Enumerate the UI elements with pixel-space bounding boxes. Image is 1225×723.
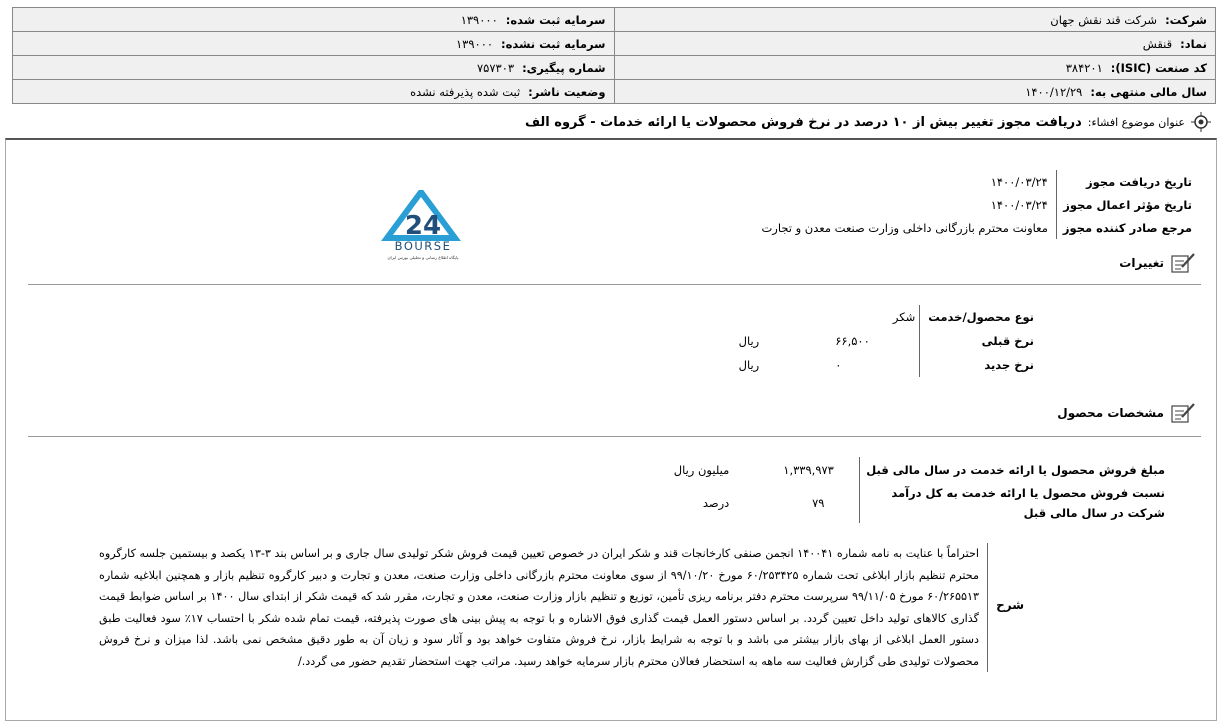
prev-rate-value: ۶۶,۵۰۰	[835, 334, 870, 348]
fiscal-label: سال مالی منتهی به:	[1090, 84, 1207, 99]
unreg-capital-label: سرمایه ثبت نشده:	[501, 36, 606, 51]
company-label: شرکت:	[1165, 12, 1207, 27]
unreg-capital-cell	[13, 32, 614, 55]
sales-label: مبلغ فروش محصول یا ارائه خدمت در سال مالی قبل	[860, 457, 1171, 483]
logo-brand: BOURSE	[394, 239, 452, 253]
changes-table	[735, 305, 1038, 377]
changes-title: تغییرات	[1119, 256, 1164, 270]
table-row	[735, 305, 1038, 329]
description-label: شرح	[996, 598, 1024, 612]
table-row	[755, 193, 1198, 216]
license-table	[755, 170, 1198, 239]
license-effective-value: ۱۴۰۰/۰۳/۲۴	[990, 197, 1048, 212]
new-rate-label: نرخ جدید	[920, 353, 1038, 377]
reg-capital-cell	[13, 8, 614, 31]
license-issuer-label: مرجع صادر کننده مجوز	[1056, 216, 1198, 239]
info-row	[13, 32, 1215, 56]
tracking-cell	[13, 56, 614, 79]
product-title: مشخصات محصول	[1057, 406, 1164, 420]
section-divider	[28, 436, 1201, 437]
new-rate-value: ۰	[835, 358, 842, 372]
company-cell	[614, 8, 1216, 31]
info-row	[13, 8, 1215, 32]
description-text: احتراماً با عنایت به نامه شماره ۱۴۰۰۴۱ انجمن صنفی کارخانجات قند و شکر ایران در خصوص تعیین قیمت فروش شکر تولیدی سال جاری و بر اساس بند ۳-۱۳ یکصد و بیستمین جلسه کارگروه محترم تنظیم بازار ابلاغی تحت شماره ۶۰/۲۵۳۴۲۵ مورخ ۹۹/۱۰/۲۰ از سوی معاونت محترم بازرگانی داخلی وزارت صنعت، معدن و تجارت و دبیر کارگروه تنظیم بازار و همچنین ابلاغیه شماره ۶۰/۲۶۵۵۱۳ مورخ ۹۹/۱۱/۰۵ سرپرست محترم دفتر برنامه ریزی تأمین، توزیع و تنظیم بازار وزارت صنعت، معدن و تجارت، مقرر شد که قیمت شکر از ابتدای سال ۱۴۰۰ بر اساس ضوابط قیمت گذاری کالاهای تولید داخل تعیین گردد. بر اساس دستور العمل قیمت گذاری فوق الاشاره و با توجه به پیش بینی های صورت پذیرفته، قیمت تمام شده شکر با احتساب ۱۷٪ سود فعالیت طبق دستور العمل ابلاغی از بهای بازار بیشتر می باشد و با توجه به شرایط بازار، نرخ فروش متفاوت خواهد بود و آثار سود و زیان آن به طور دقیق مشخص نمی باشد. لذا میزان و نرخ فروش محصولات تولیدی طی گزارش فعالیت سه ماهه به استحضار فعالان محترم بازار سرمایه خواهد رسید. مراتب جهت استحضار تقدیم حضور می گردد./	[99, 543, 988, 672]
tracking-label: شماره پیگیری:	[522, 60, 606, 75]
symbol-value: قنقش	[1142, 36, 1173, 51]
license-received-value: ۱۴۰۰/۰۳/۲۴	[990, 174, 1048, 189]
ratio-label-line-2: شرکت در سال مالی قبل	[1023, 506, 1165, 520]
changes-section-title	[1119, 252, 1196, 274]
prev-rate-unit: ریال	[738, 334, 760, 348]
disclosure-panel	[5, 138, 1217, 721]
fiscal-cell	[614, 80, 1216, 103]
product-type-value: شکر	[892, 310, 916, 324]
unreg-capital-value: ۱۳۹۰۰۰	[455, 36, 494, 51]
edit-note-icon	[1170, 252, 1196, 274]
table-row	[668, 483, 1171, 523]
subject-title: دریافت مجوز تغییر بیش از ۱۰ درصد در نرخ فروش محصولات یا ارائه خدمات - گروه الف	[524, 114, 1082, 130]
logo-caption: پایگاه اطلاع رسانی و تحلیلی بورس ایران	[387, 255, 459, 260]
product-section-title	[1057, 402, 1196, 424]
isic-value: ۳۸۴۲۰۱	[1065, 60, 1103, 75]
svg-text:24: 24	[404, 211, 442, 241]
isic-label: کد صنعت (ISIC):	[1110, 60, 1207, 75]
ratio-value: ۷۹	[812, 496, 825, 510]
subject-label: عنوان موضوع افشاء:	[1087, 115, 1185, 129]
disclosure-subject	[525, 112, 1211, 132]
ratio-label-line-1: نسبت فروش محصول یا ارائه خدمت به کل درآمد	[891, 486, 1165, 500]
info-row	[13, 80, 1215, 103]
license-issuer-value: معاونت محترم بازرگانی داخلی وزارت صنعت معدن و تجارت	[761, 220, 1048, 235]
isic-cell	[614, 56, 1216, 79]
new-rate-unit: ریال	[738, 358, 760, 372]
table-row	[735, 353, 1038, 377]
info-row	[13, 56, 1215, 80]
status-label: وضعیت ناشر:	[528, 84, 606, 99]
product-table	[668, 457, 1171, 523]
symbol-cell	[614, 32, 1216, 55]
ratio-unit: درصد	[702, 496, 730, 510]
sales-value: ۱,۳۳۹,۹۷۳	[783, 463, 834, 477]
ratio-label	[860, 483, 1171, 523]
license-effective-label: تاریخ مؤثر اعمال مجوز	[1056, 193, 1198, 216]
status-value: ثبت شده پذیرفته نشده	[410, 84, 521, 99]
sales-unit: میلیون ریال	[673, 463, 730, 477]
product-type-label: نوع محصول/خدمت	[920, 305, 1038, 329]
company-info-table	[12, 7, 1216, 104]
tracking-value: ۷۵۷۳۰۳	[477, 60, 515, 75]
table-row	[755, 170, 1198, 193]
table-row	[668, 457, 1171, 483]
fiscal-value: ۱۴۰۰/۱۲/۲۹	[1025, 84, 1083, 99]
bourse-logo	[381, 190, 476, 262]
section-divider	[28, 284, 1201, 285]
reg-capital-value: ۱۳۹۰۰۰	[460, 12, 498, 27]
license-received-label: تاریخ دریافت مجوز	[1056, 170, 1198, 193]
status-cell	[13, 80, 614, 103]
table-row	[755, 216, 1198, 239]
reg-capital-label: سرمایه ثبت شده:	[505, 12, 606, 27]
symbol-label: نماد:	[1180, 36, 1207, 51]
prev-rate-label: نرخ قبلی	[920, 329, 1038, 353]
target-icon	[1191, 112, 1211, 132]
edit-note-icon	[1170, 402, 1196, 424]
table-row	[735, 329, 1038, 353]
company-value: شرکت قند نقش جهان	[1050, 12, 1158, 27]
